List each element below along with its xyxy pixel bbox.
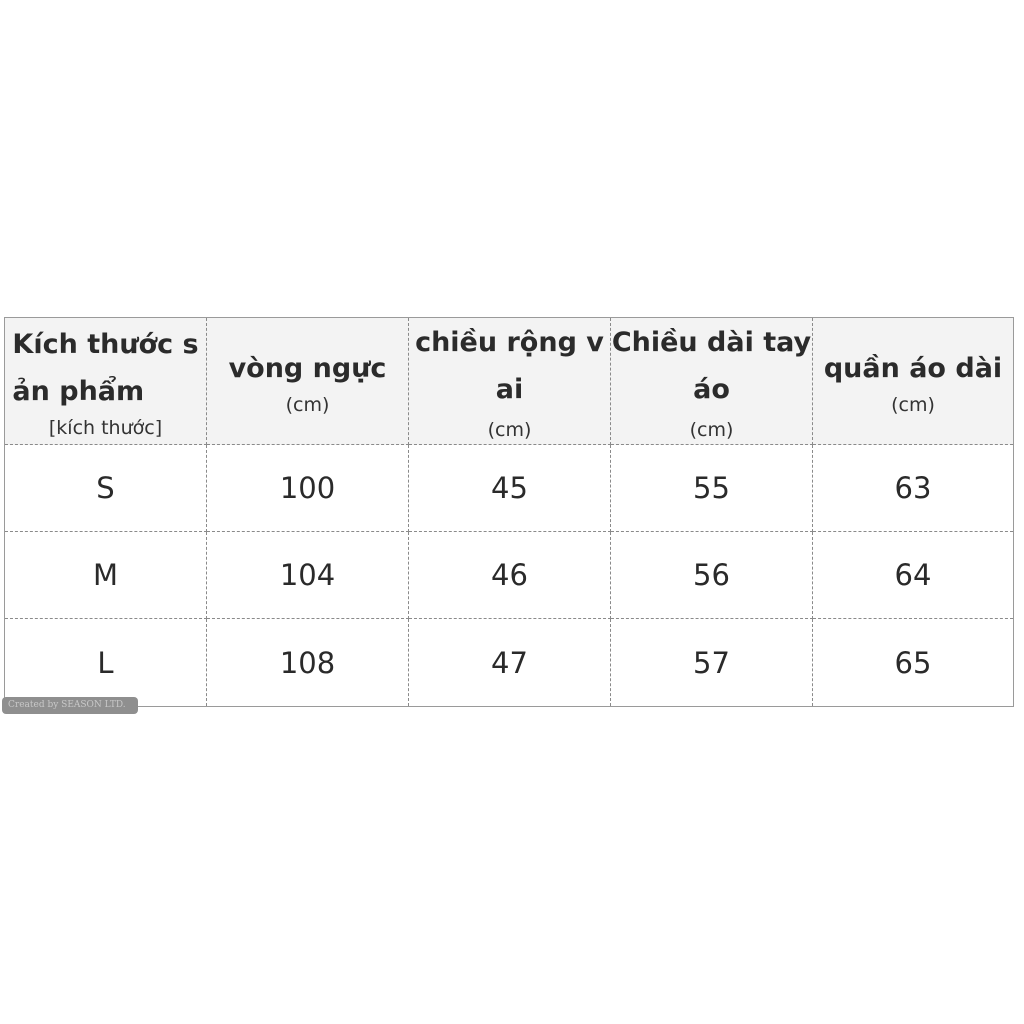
header-title-sleeve: Chiều dài tay áo: [611, 327, 812, 405]
size-chart-table: [4, 317, 1014, 707]
table-cell-chest: 104: [207, 532, 409, 619]
table-cell-size: M: [5, 532, 207, 619]
header-title-length: quần áo dài: [823, 352, 1003, 384]
header-cell-length: [813, 318, 1013, 445]
table-cell-sleeve: 55: [611, 445, 813, 532]
table-cell-shoulder: 45: [409, 445, 611, 532]
table-cell-shoulder: 47: [409, 619, 611, 706]
table-cell-sleeve: 56: [611, 532, 813, 619]
header-title-size: Kích thước s ản phẩm: [12, 329, 199, 407]
table-cell-sleeve: 57: [611, 619, 813, 706]
table-cell-size: L: [5, 619, 207, 706]
header-unit-length: (cm): [891, 393, 935, 416]
table-cell-chest: 108: [207, 619, 409, 706]
table-cell-chest: 100: [207, 445, 409, 532]
table-cell-shoulder: 46: [409, 532, 611, 619]
table-cell-length: 63: [813, 445, 1013, 532]
header-title-shoulder: chiều rộng v ai: [415, 327, 604, 405]
table-cell-length: 64: [813, 532, 1013, 619]
table-cell-length: 65: [894, 645, 932, 680]
header-cell-shoulder: [409, 318, 611, 445]
header-cell-sleeve: [611, 318, 813, 445]
header-unit-size: [kích thước]: [48, 417, 163, 439]
header-cell-size: [5, 318, 207, 445]
header-unit-shoulder: (cm): [487, 419, 532, 441]
header-cell-chest: [207, 318, 409, 445]
header-unit-sleeve: (cm): [689, 419, 734, 441]
table-cell-size: S: [5, 445, 207, 532]
header-title-chest: vòng ngực: [228, 352, 387, 384]
header-unit-chest: (cm): [285, 393, 330, 416]
watermark-badge: Created by SEASON LTD.: [2, 697, 138, 714]
